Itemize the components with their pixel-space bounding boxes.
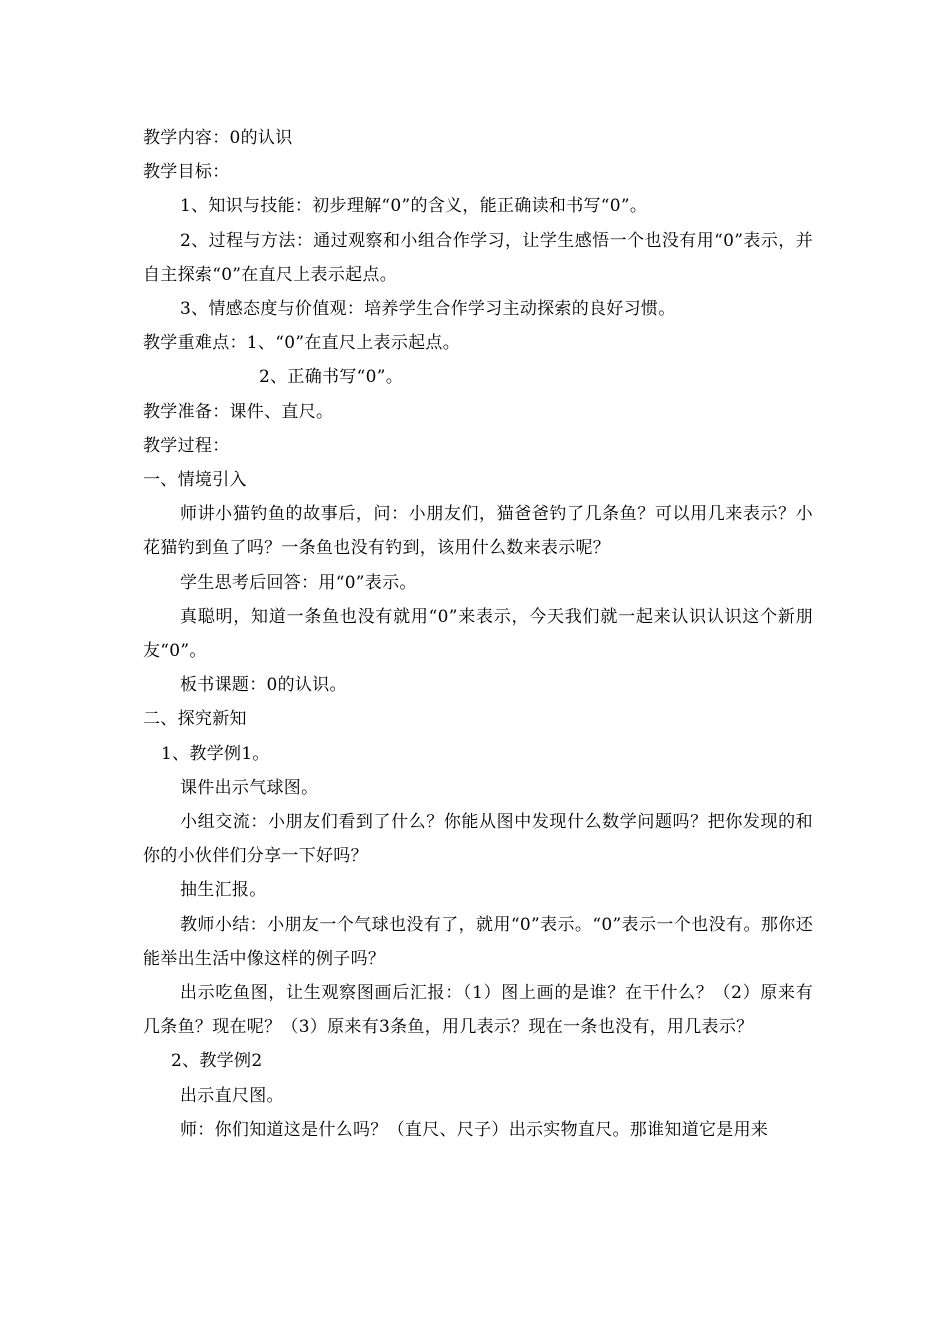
body-paragraph: 出示直尺图。: [180, 1085, 284, 1106]
document-body: [143, 121, 813, 1147]
objective-1: 1、知识与技能：初步理解“0”的含义，能正确读和书写“0”。: [180, 196, 648, 217]
body-paragraph: 出示吃鱼图，让生观察图画后汇报：（1）图上画的是谁？在干什么？（2）原来有几条鱼？现在呢？（3）原来有3条鱼，用几表示？现在一条也没有，用几表示？: [143, 983, 813, 1038]
objective-2: 2、过程与方法：通过观察和小组合作学习，让学生感悟一个也没有用“0”表示，并自主探索“0”在直尺上表示起点。: [143, 230, 813, 285]
key-points-line-1: 教学重难点：1、“0”在直尺上表示起点。: [143, 333, 461, 354]
body-paragraph: 真聪明，知道一条鱼也没有就用“0”来表示，今天我们就一起来认识认识这个新朋友“0”。: [143, 606, 813, 662]
body-paragraph: 师：你们知道这是什么吗？（直尺、尺子）出示实物直尺。那谁知道它是用来: [180, 1119, 769, 1140]
body-paragraph: 板书课题：0的认识。: [180, 675, 347, 696]
process-heading: 教学过程：: [143, 435, 230, 456]
section-2-heading: 二、探究新知: [143, 709, 247, 730]
key-points-line-2: 2、正确书写“0”。: [259, 367, 404, 388]
body-paragraph: 学生思考后回答：用“0”表示。: [180, 572, 417, 593]
body-paragraph: 抽生汇报。: [180, 880, 267, 901]
body-paragraph: 课件出示气球图。: [180, 777, 319, 798]
example-2-heading: 2、教学例2: [171, 1051, 263, 1072]
example-1-heading: 1、教学例1。: [161, 743, 270, 764]
preparation-line: 教学准备：课件、直尺。: [143, 401, 334, 422]
section-1-heading: 一、情境引入: [143, 470, 247, 491]
objectives-heading: 教学目标：: [143, 162, 230, 183]
body-paragraph: 教师小结：小朋友一个气球也没有了，就用“0”表示。“0”表示一个也没有。那你还能举出生活中像这样的例子吗？: [143, 914, 813, 969]
body-paragraph: 师讲小猫钓鱼的故事后，问：小朋友们，猫爸爸钓了几条鱼？可以用几来表示？小花猫钓到鱼了吗？一条鱼也没有钓到，该用什么数来表示呢？: [143, 504, 813, 559]
objective-3: 3、情感态度与价值观：培养学生合作学习主动探索的良好习惯。: [180, 299, 676, 320]
lesson-content-line: 教学内容：0的认识: [143, 128, 293, 148]
body-paragraph: 小组交流：小朋友们看到了什么？你能从图中发现什么数学问题吗？把你发现的和你的小伙伴们分享一下好吗？: [143, 812, 813, 867]
